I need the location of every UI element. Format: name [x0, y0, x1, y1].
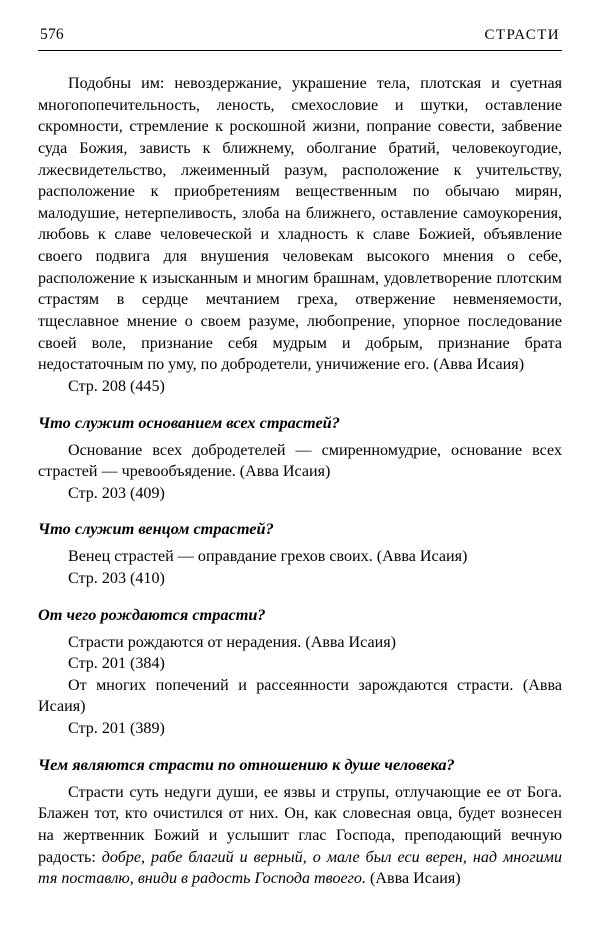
- running-title: СТРАСТИ: [484, 27, 560, 43]
- question-heading: Что служит основанием всех страстей?: [38, 412, 340, 432]
- source-reference: Стр. 201 (389): [68, 720, 165, 738]
- final-paragraph: [38, 782, 562, 890]
- final-paragraph-lead: Страсти суть недуги души, ее язвы и струпы, отлучающие ее от Бога. Блажен тот, кто очистился от них. Он, как словесная овца, будет вознесен на жертвенник Божий и услышит глас Господа, преподающий вечную радость:: [38, 783, 562, 866]
- source-reference: Стр. 201 (384): [68, 655, 165, 673]
- question-heading: Что служит венцом страстей?: [38, 519, 274, 539]
- paragraph: От многих попечений и рассеянности зарождаются страсти. (Авва Исаия): [38, 676, 562, 716]
- question-heading: От чего рождаются страсти?: [38, 604, 266, 624]
- page-header: [38, 26, 562, 50]
- source-reference: Стр. 208 (445): [68, 377, 165, 395]
- paragraph: Подобны им: невоздержание, украшение тела, плотская и суетная многопопечительность, леность, смехословие и шутки, оставление скромности, стремление к роскошной жизни, попрание совести, забвение суда Божия, зависть к ближнему, оболгание братий, человекоугодие, лжесвидетельство, лжеименный разум, расположение к учительству, расположение к приобретениям вещественным по обычаю мирян, малодушие, нетерпеливость, злоба на ближнего, оставление самоукорения, любовь к славе человеческой и хладность к славе Божией, объявление своего подвига для внушения человекам высокого мнения о себе, расположение к изысканным и многим брашнам, удовлетворение плотским страстям в сердце мечтанием греха, отвержение невменяемости, тщеславное мнение о своем разуме, любопрение, упорное последование своей воле, признание себя мудрым и добрым, признание брата недостаточным по уму, по добродетели, уничижение его. (Авва Исаия): [38, 75, 562, 374]
- source-reference: Стр. 203 (410): [68, 569, 165, 587]
- paragraph: Основание всех добродетелей — смиренномудрие, основание всех страстей — чревообъядение. (Авва Исаия): [38, 441, 562, 481]
- source-reference: Стр. 203 (409): [68, 484, 165, 502]
- scripture-quote: добре, рабе благий и верный, о мале был еси верен, над многими тя поставлю, вниди в радость Господа твоего.: [38, 848, 562, 888]
- question-heading: Чем являются страсти по отношению к душе человека?: [38, 754, 455, 774]
- final-paragraph-attribution: (Авва Исаия): [366, 870, 461, 888]
- paragraph: Венец страстей — оправдание грехов своих. (Авва Исаия): [68, 548, 468, 566]
- page-number: 576: [40, 26, 64, 43]
- paragraph: Страсти рождаются от нерадения. (Авва Исаия): [68, 633, 396, 651]
- page-body: [38, 73, 562, 890]
- header-rule: [38, 50, 562, 51]
